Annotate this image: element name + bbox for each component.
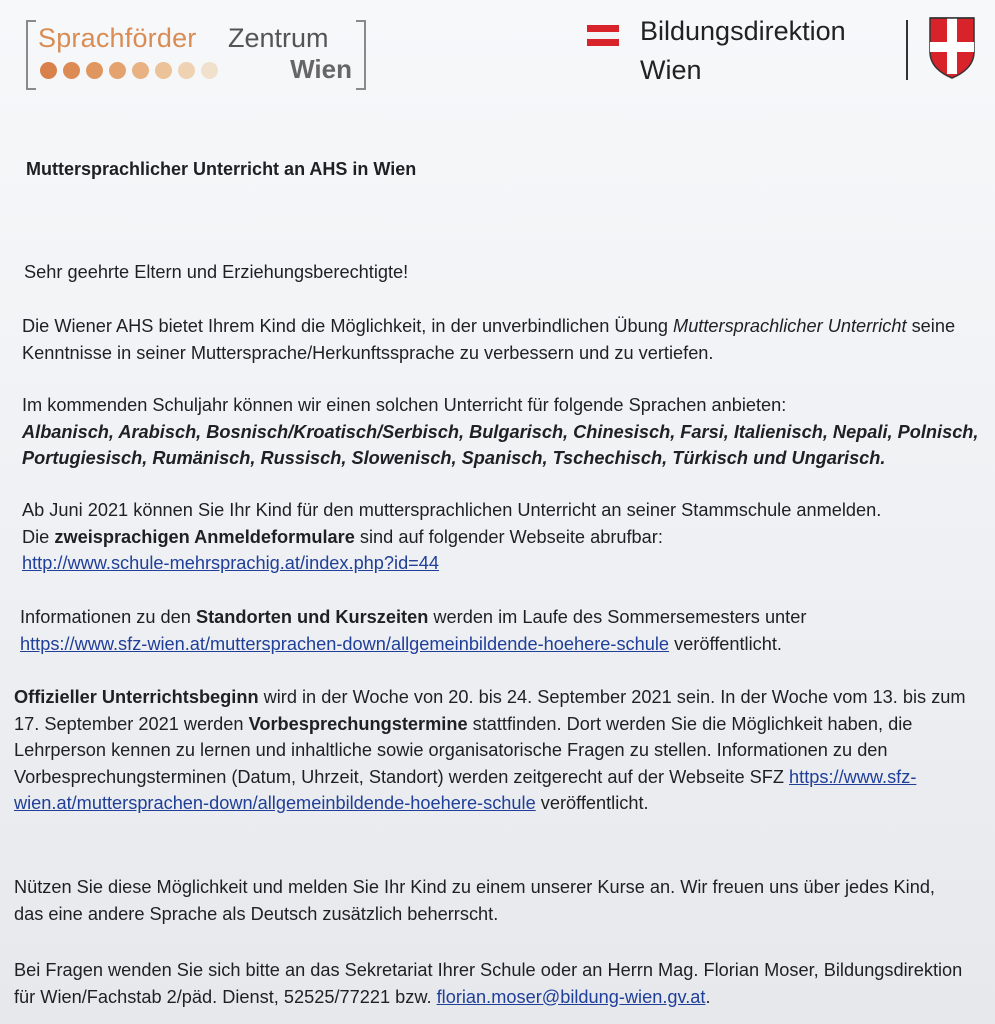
logo-bracket-left — [26, 20, 36, 90]
languages-list: Albanisch, Arabisch, Bosnisch/Kroatisch/Serbisch, Bulgarisch, Chinesisch, Farsi, Italienisch, Nepali, Polnisch, Portugiesisch, Rumänisch, Russisch, Slowenisch, Spanisch, Tschechisch, Türkisch und Ungarisch. — [22, 421, 979, 468]
logo-dot — [86, 62, 103, 79]
paragraph-contact: Bei Fragen wenden Sie sich bitte an das Sekretariat Ihrer Schule oder an Herrn Mag. Florian Moser, Bildungsdirektion für Wien/Fachstab 2/päd. Dienst, 52525/77221 bzw. florian.moser@bildung-wien.gv.at. — [14, 960, 963, 1007]
vienna-crest-icon — [928, 16, 976, 80]
logo-dot — [40, 62, 57, 79]
logo-dot — [178, 62, 195, 79]
authority-name: Bildungsdirektion — [640, 16, 846, 46]
locations-highlight: Standorten und Kurszeiten — [195, 607, 429, 627]
contact-email-link[interactable]: florian.moser@bildung-wien.gv.at — [436, 986, 706, 1007]
logo-word-sprachfoerder: Sprachförder — [38, 23, 197, 53]
logo-dots — [40, 62, 218, 79]
languages-intro: Im kommenden Schuljahr können wir einen solchen Unterricht für folgende Sprachen anbieten: — [22, 395, 787, 415]
logo-bracket-right — [356, 20, 366, 90]
document-title: Muttersprachlicher Unterricht an AHS in Wien — [26, 159, 417, 179]
logo-word-wien: Wien — [290, 54, 352, 84]
logo-dot — [155, 62, 172, 79]
sfz-meetings-link[interactable]: https://www.sfz-wien.at/muttersprachen-down/allgemeinbildende-hoehere-schule — [14, 766, 917, 813]
paragraph-schedule: Offizieller Unterrichtsbeginn wird in der Woche von 20. bis 24. September 2021 sein. In der Woche vom 13. bis zum 17. September 2021 werden Vorbesprechungstermine stattfinden. Dort werden Sie die Möglichkeit haben, die Lehrperson kennen zu lernen und inhaltliche sowie organisatorische Fragen zu stellen. Informationen zu den Vorbesprechungsterminen (Datum, Uhrzeit, Standort) werden zeitgerecht auf der Webseite SFZ https://www.sfz-wien.at/muttersprachen-down/allgemeinbildende-hoehere-schule veröffentlicht. — [14, 687, 966, 813]
paragraph-intro: Die Wiener AHS bietet Ihrem Kind die Möglichkeit, in der unverbindlichen Übung Muttersprachlicher Unterricht seine Kenntnisse in seiner Muttersprache/Herkunftssprache zu verbessern und zu vertiefen. — [22, 316, 956, 363]
logo-word-zentrum: Zentrum — [228, 23, 329, 53]
start-highlight: Offizieller Unterrichtsbeginn — [14, 687, 259, 707]
course-name: Muttersprachlicher Unterricht — [673, 316, 907, 336]
paragraph-registration: Ab Juni 2021 können Sie Ihr Kind für den muttersprachlichen Unterricht an seiner Stammschule anmelden. Die zweisprachigen Anmeldeformulare sind auf folgender Webseite abrufbar: http://www.schule-mehrsprachig.at/index.php?id=44 — [22, 500, 882, 573]
sfz-logo — [26, 18, 366, 90]
logo-dot — [201, 62, 218, 79]
forms-highlight: zweisprachigen Anmeldeformulare — [54, 526, 355, 547]
logo-dot — [63, 62, 80, 79]
authority-city: Wien — [640, 55, 702, 85]
paragraph-languages — [22, 392, 982, 472]
meeting-highlight: Vorbesprechungstermine — [248, 713, 468, 734]
logo-dot — [109, 62, 126, 79]
logo-dot — [132, 62, 149, 79]
header-divider — [906, 20, 908, 80]
forms-link[interactable]: http://www.schule-mehrsprachig.at/index.php?id=44 — [22, 553, 440, 573]
greeting: Sehr geehrte Eltern und Erziehungsberechtigte! — [24, 262, 409, 282]
paragraph-locations: Informationen zu den Standorten und Kurszeiten werden im Laufe des Sommersemesters unter https://www.sfz-wien.at/muttersprachen-down/allgemeinbildende-hoehere-schule veröffentlicht. — [20, 607, 807, 654]
paragraph-invitation: Nützen Sie diese Möglichkeit und melden Sie Ihr Kind zu einem unserer Kurse an. Wir freuen uns über jedes Kind, das eine andere Sprache als Deutsch zusätzlich beherrscht. — [14, 877, 935, 924]
sfz-link[interactable]: https://www.sfz-wien.at/muttersprachen-down/allgemeinbildende-hoehere-schule — [20, 633, 670, 654]
austria-flag-icon — [587, 25, 619, 47]
